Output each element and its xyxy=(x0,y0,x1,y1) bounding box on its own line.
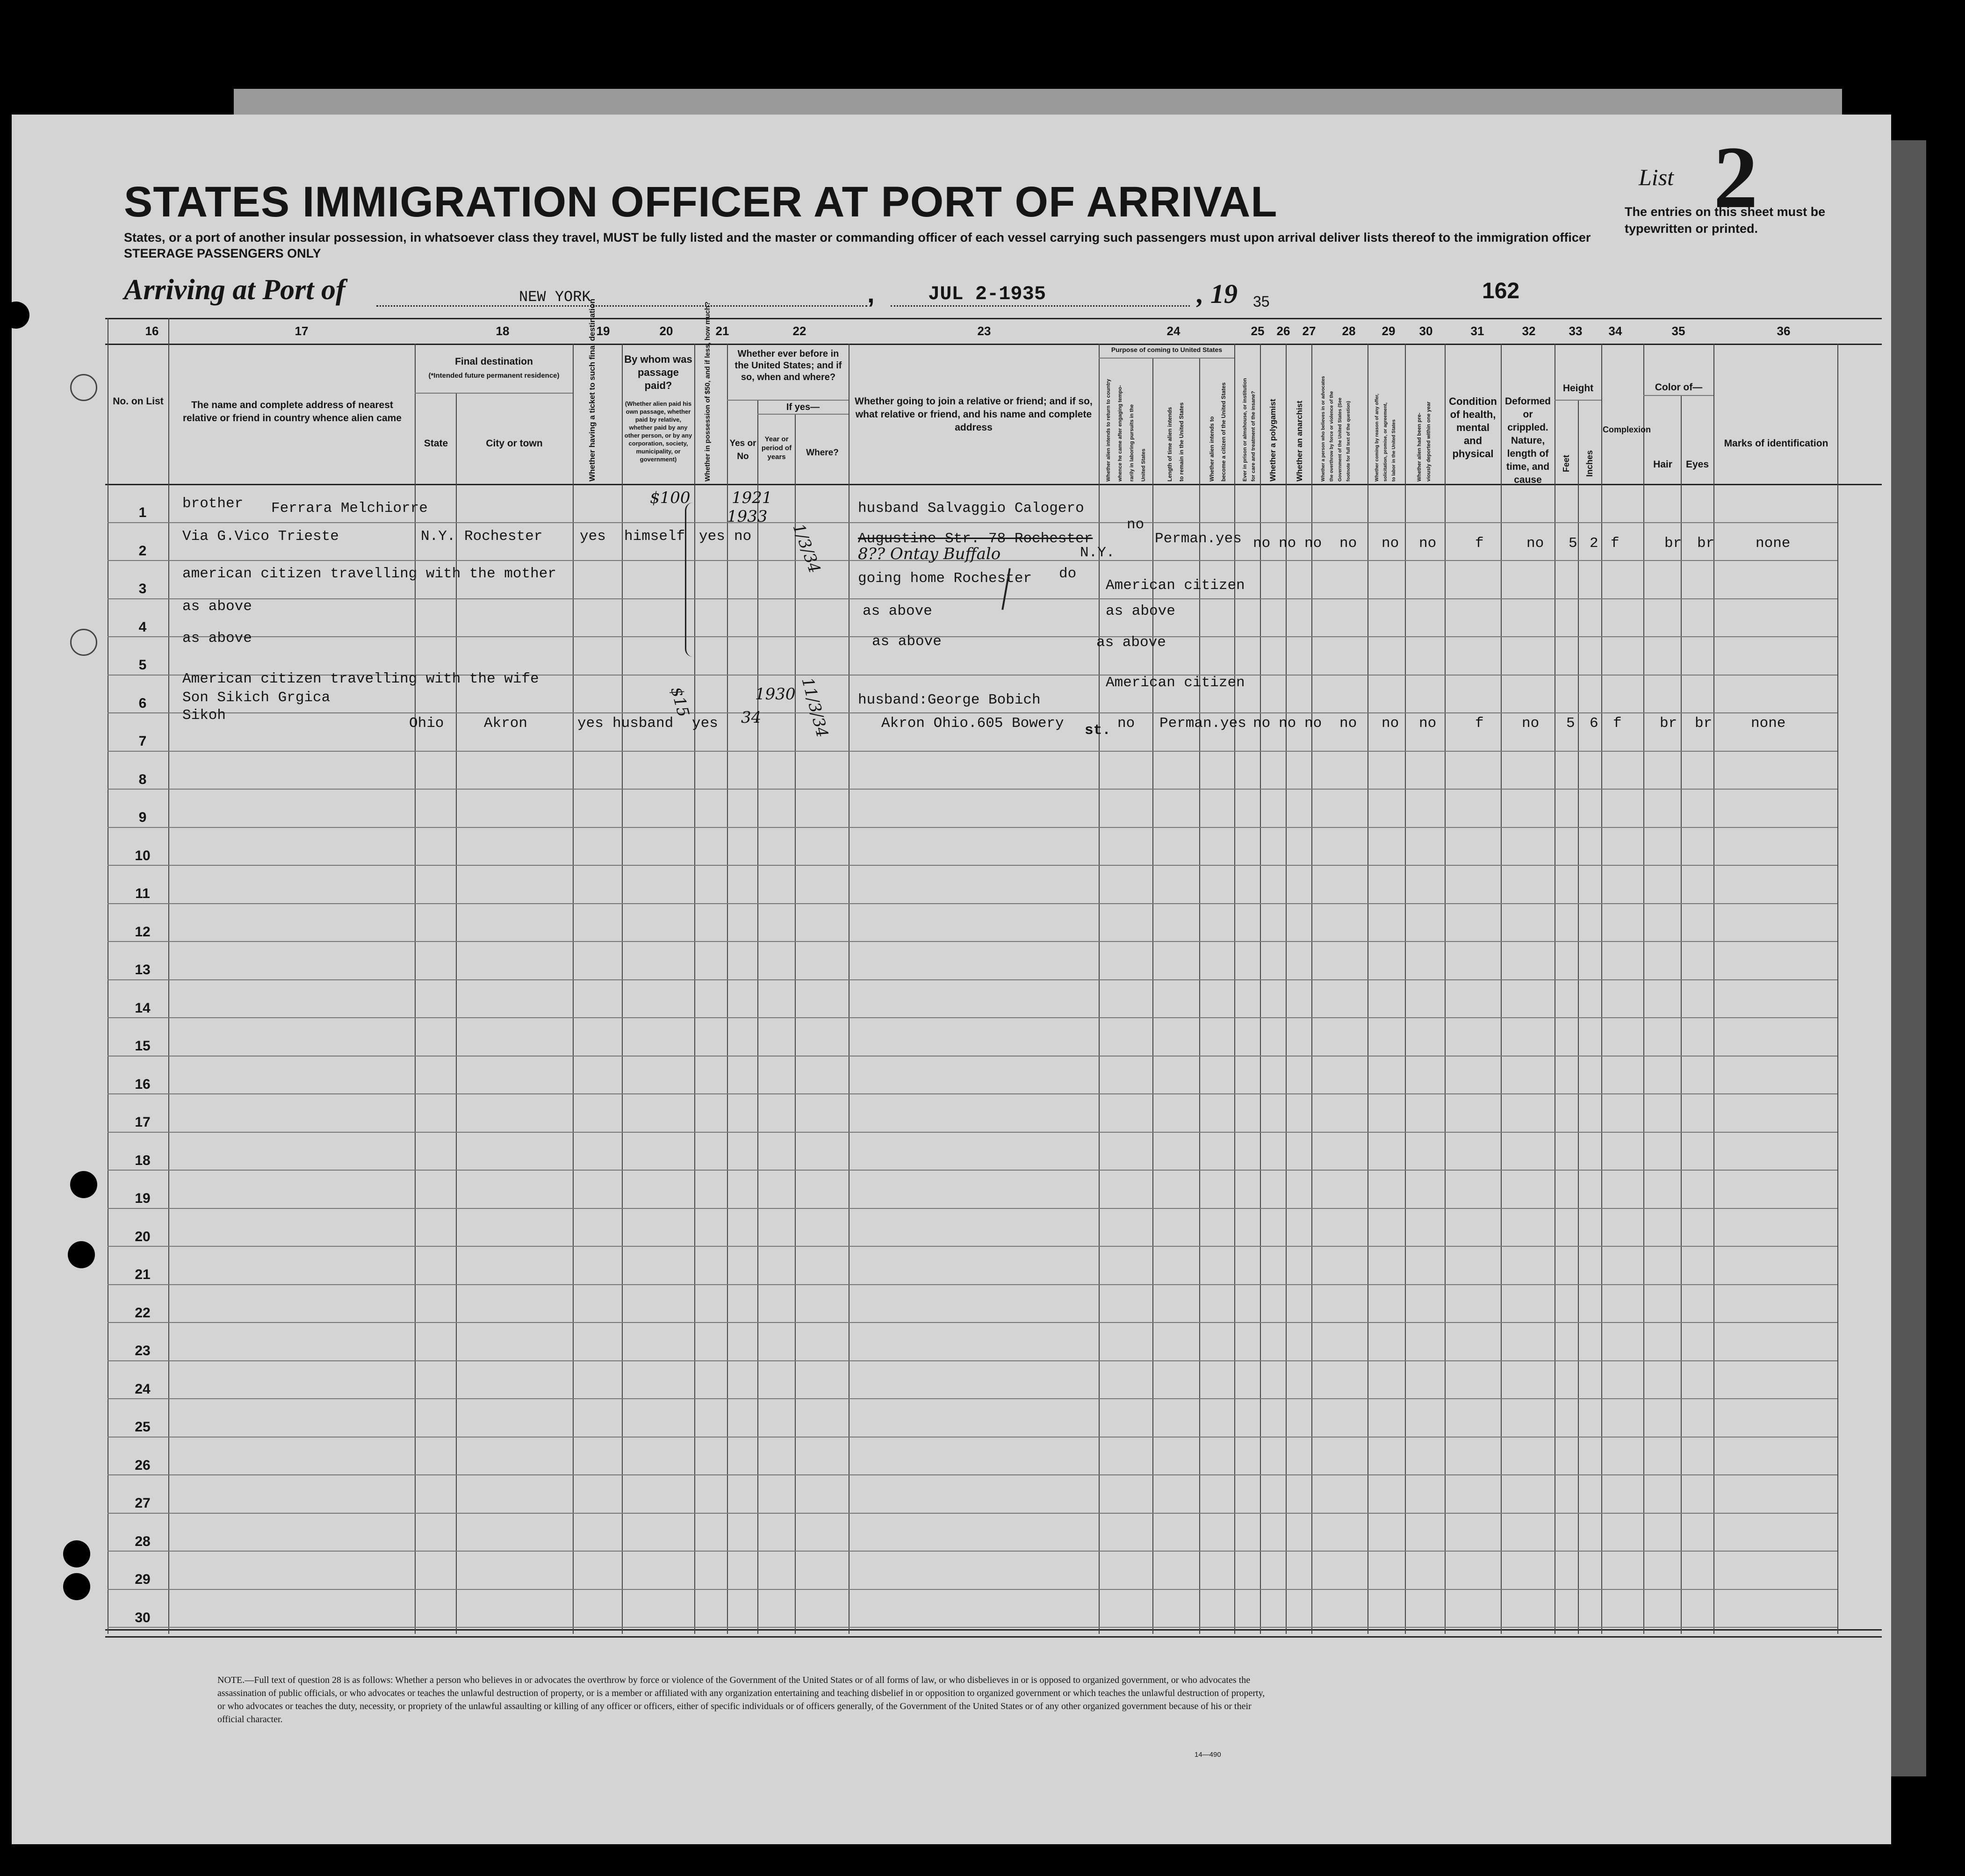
row-number: 7 xyxy=(138,733,147,749)
col-divider xyxy=(1152,358,1153,1634)
r1-ticket: yes xyxy=(580,528,606,545)
hdr-hair: Hair xyxy=(1653,459,1672,470)
row-number: 9 xyxy=(138,810,147,825)
colnum-26: 26 xyxy=(1276,324,1290,338)
r6-state: Ohio xyxy=(409,715,444,732)
r6-money: yes xyxy=(692,715,718,732)
col-divider xyxy=(1643,344,1644,1634)
hdr-no-on-list: No. on List xyxy=(113,396,164,407)
r3-purpose: as above xyxy=(1106,603,1175,619)
header-rule-top xyxy=(105,318,1882,319)
row-rule xyxy=(108,827,1837,828)
col-divider xyxy=(1501,344,1502,1634)
row-number: 8 xyxy=(138,771,147,787)
row-rule xyxy=(108,1360,1837,1361)
row-rule xyxy=(108,979,1837,980)
r1-hand-year-2: 1933 xyxy=(727,507,768,526)
r6-c29: no xyxy=(1382,715,1399,732)
row-number: 2 xyxy=(138,543,147,559)
r1-c28: no xyxy=(1339,535,1357,552)
r1-health: f xyxy=(1475,535,1484,552)
hdr-prison: Ever in prison or almshouse, or institution xyxy=(1242,378,1248,482)
r1-c27: no xyxy=(1304,535,1322,552)
r1-before: no xyxy=(734,528,752,545)
row-rule xyxy=(108,1474,1837,1475)
hdr-length: Length of time alien intends xyxy=(1166,407,1173,482)
colnum-16: 16 xyxy=(145,324,159,338)
hdr-deformed: Deformed or crippled. Nature, length of time, and cause xyxy=(1504,396,1551,485)
hdr-money: Whether in possession of $50, and if less, how much? xyxy=(704,301,712,482)
col-divider xyxy=(1601,344,1602,1634)
subhdr-rule xyxy=(415,393,573,394)
colnum-24: 24 xyxy=(1166,324,1180,338)
binder-hole-outline xyxy=(70,629,97,656)
row-rule xyxy=(108,1627,1837,1628)
row-rule xyxy=(108,712,1837,713)
r5-text: American citizen travelling with the wife xyxy=(182,671,539,687)
row-number: 4 xyxy=(138,619,147,635)
hdr-deported: Whether alien had been pre- xyxy=(1417,412,1422,482)
colnum-29: 29 xyxy=(1382,324,1396,338)
r1-hand-date: 1/3/34 xyxy=(789,521,824,576)
hdr-return: Whether alien intends to return to country xyxy=(1106,379,1111,482)
row-number: 22 xyxy=(135,1305,151,1321)
row-rule xyxy=(108,598,1837,599)
r1-hand-amount: $100 xyxy=(650,489,691,507)
table-bottom-rule xyxy=(105,1629,1882,1631)
r2-purpose: American citizen xyxy=(1106,577,1245,594)
colnum-22: 22 xyxy=(792,324,806,338)
hdr-eyes: Eyes xyxy=(1685,459,1709,470)
colnum-30: 30 xyxy=(1419,324,1433,338)
r1-stay: Perman. xyxy=(1155,531,1216,547)
year-value: 35 xyxy=(1253,293,1270,310)
r1-paid-by: himself xyxy=(624,528,685,545)
r1-join-address: Augustine Str. 78 Rochester xyxy=(858,531,1093,547)
colnum-20: 20 xyxy=(659,324,673,338)
hdr-return-4: United States xyxy=(1141,448,1146,482)
colnum-17: 17 xyxy=(295,324,309,338)
row-rule xyxy=(108,1284,1837,1285)
row-rule xyxy=(108,1132,1837,1133)
row-number: 1 xyxy=(138,505,147,520)
row-number: 25 xyxy=(135,1419,151,1435)
colnum-25: 25 xyxy=(1251,324,1265,338)
r6-c25: no xyxy=(1253,715,1271,732)
row-number: 19 xyxy=(135,1191,151,1206)
arrival-date: JUL 2-1935 xyxy=(928,283,1046,305)
hdr-where: Where? xyxy=(806,448,839,458)
hdr-ticket: Whether having a ticket to such final destination xyxy=(588,298,597,482)
sheet-number: 162 xyxy=(1482,279,1520,303)
row-rule xyxy=(108,1322,1837,1323)
r6-ticket: yes xyxy=(577,715,604,732)
colnum-27: 27 xyxy=(1302,324,1316,338)
r6-c28: no xyxy=(1339,715,1357,732)
r1-eyes: br xyxy=(1697,535,1715,552)
r1-hand-address: 8?? Ontay Buffalo xyxy=(858,545,1001,563)
row-number: 3 xyxy=(138,581,147,597)
r6-join-address: Akron Ohio.605 Bowery xyxy=(881,715,1064,732)
subtitle: States, or a port of another insular possession, in whatsoever class they travel, MUST be fully listed and the master or commanding officer of each vessel carrying such passengers must upon arrival deliver lists thereof to the immigration officer xyxy=(124,230,1591,244)
r6-join-st: st. xyxy=(1085,722,1111,739)
colnum-31: 31 xyxy=(1470,324,1484,338)
r4-text: as above xyxy=(182,630,252,647)
r6-stay: Perman. xyxy=(1159,715,1221,732)
row-rule xyxy=(108,522,1837,523)
r1-relative-name: Ferrara Melchiorre xyxy=(271,500,428,517)
col-divider xyxy=(415,344,416,1634)
r6-hand-year: 1930 xyxy=(755,685,796,704)
r2-do: do xyxy=(1059,566,1077,582)
row-number: 24 xyxy=(135,1381,151,1397)
hdr-overthrow-4: footnote for full text of the question) xyxy=(1346,401,1351,482)
r6-c26: no xyxy=(1279,715,1296,732)
row-number: 14 xyxy=(135,1000,151,1016)
r2-join: going home Rochester xyxy=(858,570,1032,587)
r1-c30: no xyxy=(1419,535,1437,552)
subhdr-rule xyxy=(757,414,849,415)
row-number: 13 xyxy=(135,962,151,978)
colnum-19: 19 xyxy=(596,324,610,338)
r1-citizen: yes xyxy=(1216,531,1242,547)
hdr-final-destination: Final destination xyxy=(455,356,533,367)
hdr-year: Year or period of years xyxy=(761,435,792,461)
list-label: List xyxy=(1639,164,1674,190)
col-divider xyxy=(1578,400,1579,1634)
row-rule xyxy=(108,1437,1837,1438)
hdr-return-2: whence he came after engaging tempo- xyxy=(1117,385,1123,482)
hdr-prison-2: for care and treatment of the insane? xyxy=(1251,391,1256,482)
year-label: , 19 xyxy=(1197,279,1238,309)
r4-join: as above xyxy=(872,633,942,650)
row-number: 12 xyxy=(135,924,151,940)
hdr-state: State xyxy=(424,438,448,449)
col-divider xyxy=(757,400,758,1634)
binder-hole xyxy=(63,1540,90,1567)
row-number: 10 xyxy=(135,848,151,863)
r1-hair: br xyxy=(1664,535,1682,552)
row-number: 20 xyxy=(135,1229,151,1244)
manifest-page xyxy=(12,115,1891,1844)
port-value: NEW YORK xyxy=(519,288,591,306)
row-number: 17 xyxy=(135,1114,151,1130)
row-rule xyxy=(108,789,1837,790)
r4-purpose: as above xyxy=(1096,634,1166,651)
r1-marks: none xyxy=(1756,535,1791,552)
col-divider xyxy=(622,344,623,1634)
colnum-34: 34 xyxy=(1608,324,1622,338)
r5-purpose: American citizen xyxy=(1106,675,1245,691)
date-dotted-line xyxy=(891,305,1190,307)
r6-eyes: br xyxy=(1695,715,1713,732)
hdr-passage-sub: (Whether alien paid his own passage, whether paid by relative, whether paid by any other person, or by any corporation, society, municipality, or government) xyxy=(624,400,692,463)
hdr-overthrow-3: Government of the United States (See xyxy=(1338,397,1343,482)
subhdr-rule xyxy=(1555,400,1601,401)
hdr-labor-2: solicitation, promise, or agreement, xyxy=(1383,403,1388,482)
comma: , xyxy=(867,279,875,308)
r6-c27: no xyxy=(1304,715,1322,732)
binder-hole xyxy=(12,302,29,329)
row-number: 29 xyxy=(135,1572,151,1587)
r6-return: no xyxy=(1117,715,1135,732)
hdr-passage: By whom was passage paid? xyxy=(624,353,692,391)
col-divider xyxy=(1099,344,1100,1634)
row-number: 27 xyxy=(135,1495,151,1511)
col-divider xyxy=(1681,395,1682,1634)
col-divider xyxy=(573,344,574,1634)
row-rule xyxy=(108,751,1837,752)
r1-money: yes xyxy=(699,528,725,545)
hdr-labor: Whether coming by reason of any offer, xyxy=(1375,394,1380,482)
hdr-join: Whether going to join a relative or friend; and if so, what relative or friend, and his name and complete address xyxy=(855,396,1093,433)
row-number: 21 xyxy=(135,1267,151,1282)
footer-code: 14—490 xyxy=(1195,1751,1221,1759)
hdr-overthrow: Whether a person who believes in or advocates xyxy=(1321,376,1326,482)
row-number: 16 xyxy=(135,1076,151,1092)
r6-hand-year-2: 34 xyxy=(741,708,762,727)
r3-join: as above xyxy=(863,603,932,619)
hdr-citizen: Whether alien intends to xyxy=(1209,416,1215,482)
r6-relation: Son Sikich Grgica xyxy=(182,690,331,706)
r1-relation: brother xyxy=(182,496,244,512)
hdr-deported-2: viously deported within one year xyxy=(1426,401,1432,482)
hdr-return-3: rarily in laboring pursuits in the xyxy=(1129,404,1135,482)
r6-inches: 6 xyxy=(1590,715,1598,732)
binder-hole-outline xyxy=(70,374,97,401)
binder-hole xyxy=(68,1241,95,1268)
row-number: 15 xyxy=(135,1038,151,1054)
row-rule xyxy=(108,1513,1837,1514)
row-rule xyxy=(108,903,1837,904)
row-rule xyxy=(108,865,1837,866)
row-rule xyxy=(108,1398,1837,1399)
list-note: The entries on this sheet must be typewritten or printed. xyxy=(1625,205,1826,236)
r1-inches: 2 xyxy=(1590,535,1598,552)
table-bottom-rule-2 xyxy=(105,1636,1882,1638)
col-divider xyxy=(1445,344,1446,1634)
hdr-length-2: to remain in the United States xyxy=(1178,402,1185,482)
hand-brace xyxy=(685,503,693,657)
port-label: Arriving at Port of xyxy=(124,274,345,306)
col-divider xyxy=(795,414,796,1634)
r6-c30: no xyxy=(1419,715,1437,732)
page-title: STATES IMMIGRATION OFFICER AT PORT OF ARRIVAL xyxy=(124,178,1278,226)
col-divider xyxy=(1837,344,1838,1634)
colnum-36: 36 xyxy=(1777,324,1791,338)
row-number: 30 xyxy=(135,1610,151,1625)
r6-citizen: yes xyxy=(1220,715,1246,732)
col-divider xyxy=(727,344,728,1634)
hdr-polygamist: Whether a polygamist xyxy=(1268,399,1277,482)
row-number: 23 xyxy=(135,1343,151,1358)
r6-deformed: no xyxy=(1522,715,1540,732)
row-rule xyxy=(108,1170,1837,1171)
r6-paid-by: husband xyxy=(612,715,674,732)
hdr-relative: The name and complete address of nearest relative or friend in country whence alien came xyxy=(183,400,402,424)
r6-feet: 5 xyxy=(1566,715,1575,732)
hdr-feet: Feet xyxy=(1562,454,1571,472)
colnum-32: 32 xyxy=(1522,324,1536,338)
col-divider xyxy=(1199,358,1200,1634)
row-number: 5 xyxy=(138,657,147,673)
r1-complexion: f xyxy=(1611,535,1620,552)
row-rule xyxy=(108,1017,1837,1018)
r1-join-name: husband Salvaggio Calogero xyxy=(858,500,1084,517)
row-number: 26 xyxy=(135,1457,151,1473)
subhdr-rule xyxy=(1099,358,1234,359)
row-rule xyxy=(108,941,1837,942)
row-rule xyxy=(108,1589,1837,1590)
binder-hole xyxy=(63,1573,90,1600)
row-rule xyxy=(108,1056,1837,1057)
colnum-18: 18 xyxy=(496,324,510,338)
row-rule xyxy=(108,1551,1837,1552)
r6-hair: br xyxy=(1660,715,1677,732)
r1-c29: no xyxy=(1382,535,1399,552)
col-divider xyxy=(1405,344,1406,1634)
hdr-inches: Inches xyxy=(1585,450,1594,477)
hdr-final-destination-sub: (*Intended future permanent residence) xyxy=(428,372,560,380)
hdr-citizen-2: become a citizen of the United States xyxy=(1220,382,1227,482)
r1-feet: 5 xyxy=(1569,535,1577,552)
binder-hole xyxy=(70,1171,97,1198)
r6-city: Akron xyxy=(484,715,528,732)
header-rule-bottom xyxy=(105,484,1882,485)
r1-destination: N.Y. Rochester xyxy=(421,528,543,545)
r1-deformed: no xyxy=(1526,535,1544,552)
r6-marks: none xyxy=(1751,715,1786,732)
r1-c26: no xyxy=(1279,535,1296,552)
row-rule xyxy=(108,1208,1837,1209)
hdr-city: City or town xyxy=(486,438,543,449)
r6-hand-amount: $15 xyxy=(667,685,693,719)
r1-c25: no xyxy=(1253,535,1271,552)
hdr-height: Height xyxy=(1562,383,1594,394)
steerage-note: STEERAGE PASSENGERS ONLY xyxy=(124,246,321,260)
r1-return: no xyxy=(1127,517,1144,533)
hdr-labor-3: to labor in the United States xyxy=(1391,419,1396,482)
footnote: NOTE.—Full text of question 28 is as follows: Whether a person who believes in or advocates the overthrow by force or violence of the Government of the United States or of all forms of law, or who disbelieves in or is opposed to organized government, or who advocates the assassination of public officials, or who advocates or teaches the unlawful destruction of property, or is a member or affiliated with any organization entertaining and teaching disbelief in or opposition to organized government or which teaches the unlawful destruction of property, or who advocates or teaches the duty, necessity, or propriety of the unlawful assaulting or killing of any officer or officers, either of specific individuals or of officers generally, of the Government of the United States or of any other organized government because of his or their official character. xyxy=(217,1675,1265,1725)
row-number: 18 xyxy=(135,1152,151,1168)
colnum-33: 33 xyxy=(1569,324,1583,338)
col-divider xyxy=(694,344,695,1634)
subhdr-rule xyxy=(1643,395,1713,396)
row-number: 11 xyxy=(135,886,150,901)
hdr-if-yes: If yes— xyxy=(786,402,820,412)
r1-join-state: N.Y. xyxy=(1080,545,1115,561)
hdr-complexion: Complexion xyxy=(1603,425,1651,434)
row-number: 6 xyxy=(138,695,147,711)
port-dotted-line xyxy=(376,305,867,307)
hdr-marks: Marks of identification xyxy=(1724,438,1828,449)
r2-text: american citizen travelling with the mother xyxy=(182,566,556,582)
row-rule xyxy=(108,636,1837,637)
r6-address: Sikoh xyxy=(182,707,226,724)
list-number: 2 xyxy=(1713,129,1758,227)
hdr-purpose: Purpose of coming to United States xyxy=(1111,346,1223,353)
hdr-anarchist: Whether an anarchist xyxy=(1295,401,1304,482)
row-rule xyxy=(108,1246,1837,1247)
colnum-28: 28 xyxy=(1342,324,1356,338)
header-rule-numbers xyxy=(105,344,1882,345)
hdr-color: Color of— xyxy=(1655,382,1703,393)
r6-health: f xyxy=(1475,715,1484,732)
row-rule xyxy=(108,1093,1837,1094)
hdr-health: Condition of health, mental and physical xyxy=(1449,395,1497,460)
r1-hand-year-1: 1921 xyxy=(732,489,772,507)
hdr-overthrow-2: the overthrow by force or violence of the xyxy=(1329,391,1334,482)
hdr-yes-no: Yes or No xyxy=(729,438,756,461)
colnum-23: 23 xyxy=(977,324,991,338)
r6-complexion: f xyxy=(1613,715,1622,732)
r6-join-name: husband:George Bobich xyxy=(858,692,1041,708)
colnum-35: 35 xyxy=(1671,324,1685,338)
hdr-before-us: Whether ever before in the United States; and if so, when and where? xyxy=(734,349,842,382)
r1-address: Via G.Vico Trieste xyxy=(182,528,339,545)
colnum-21: 21 xyxy=(715,324,729,338)
r3-text: as above xyxy=(182,598,252,615)
row-number: 28 xyxy=(135,1533,151,1549)
r6-hand-date: 11/3/34 xyxy=(798,676,832,740)
